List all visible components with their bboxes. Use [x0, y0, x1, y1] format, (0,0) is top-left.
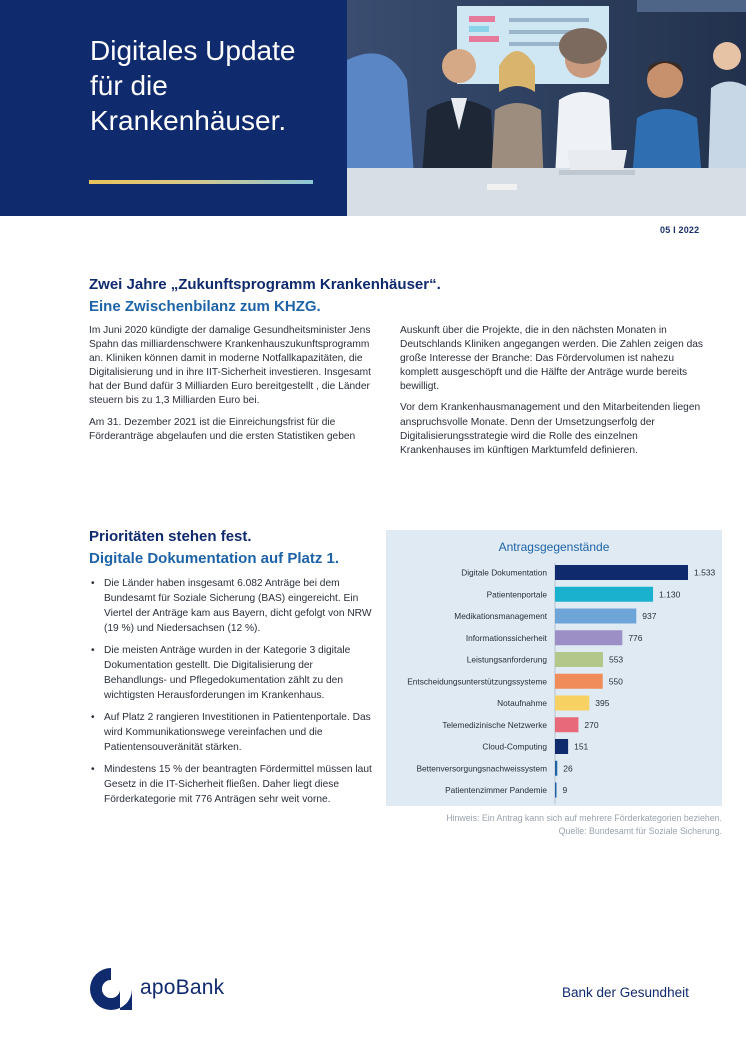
- list-item: • Auf Platz 2 rangieren Investitionen in Patientenportale. Das wird Kommunikationswege vereinfachen und die Patientensouveränität stärken.: [89, 710, 377, 755]
- value-label: 1.130: [659, 589, 681, 600]
- chart-note: [386, 812, 722, 837]
- value-label: 395: [595, 698, 610, 708]
- paragraph: Vor dem Krankenhausmanagement und den Mitarbeitenden liegen anspruchsvolle Monate. Denn der Umsetzungserfolg der Digitalisierungsstrategie wird die Rolle des einzelnen Krankenhauses im künftigen Marktumfeld definieren.: [400, 402, 701, 456]
- category-label: Digitale Dokumentation: [461, 567, 547, 578]
- category-label: Leistungsanforderung: [466, 654, 547, 665]
- bar: [555, 565, 688, 580]
- category-label: Notaufnahme: [497, 698, 547, 708]
- value-label: 270: [584, 719, 599, 730]
- list-item: • Mindestens 15 % der beantragten Fördermittel müssen laut Gesetz in die IT-Sicherheit fließen. Daher liegt diese Förderkategorie mit 776 Anträgen sehr weit vorne.: [89, 762, 377, 807]
- value-label: 151: [574, 741, 589, 752]
- page-title: Digitales Update für die Krankenhäuser.: [90, 35, 296, 136]
- section1-column-left: [89, 324, 385, 451]
- bar: [555, 696, 589, 711]
- category-label: Telemedizinische Netzwerke: [442, 719, 547, 730]
- paragraph: Im Juni 2020 kündigte der damalige Gesundheitsminister Jens Spahn das milliardenschwere Krankenhauszukunftsprogramm an. Kliniken können damit in moderne Notfallkapazitäten, die Digitalisierung und in ihre IIT-Sicherheit investieren. Insgesamt hat der Bund dafür 3 Milliarden Euro bereitgestellt , die Länder steuern bis zu 1,3 Milliarden Euro bei.: [89, 325, 371, 407]
- bar: [555, 674, 603, 689]
- list-item: • Die meisten Anträge wurden in der Kategorie 3 digitale Dokumentation gestellt. Die Digitalisierung der Behandlungs- und Pflegedokumentation zählt zu den wichtigsten Herausforderungen im Krankenhaus.: [89, 643, 377, 703]
- value-label: 1.533: [694, 567, 716, 578]
- paragraph: Auskunft über die Projekte, die in den nächsten Monaten in Deutschlands Kliniken angegangen werden. Die Zahlen zeigen das große Interesse der Branche: Das Fördervolumen ist nahezu komplett ausgeschöpft und die Hälfte der Anträge wurde bereits bewilligt.: [400, 325, 703, 393]
- bar: [555, 652, 603, 667]
- apobank-logo-icon: [88, 966, 134, 1012]
- section2-heading: Prioritäten stehen fest.: [89, 528, 252, 545]
- category-label: Medikationsmanagement: [454, 611, 547, 621]
- category-label: Patientenportale: [486, 589, 547, 600]
- section1-heading: Zwei Jahre „Zukunftsprogramm Krankenhäuser“.: [89, 276, 441, 293]
- category-label: Cloud-Computing: [482, 741, 547, 752]
- meeting-photo-illustration: [347, 0, 746, 216]
- tagline: Bank der Gesundheit: [562, 985, 689, 1000]
- hero-band: [0, 0, 746, 216]
- category-label: Entscheidungsunterstützungssysteme: [407, 676, 547, 687]
- issue-number: 05 I 2022: [660, 225, 700, 235]
- logo-text: apoBank: [140, 976, 225, 999]
- value-label: 776: [628, 632, 643, 643]
- bar: [555, 717, 578, 732]
- value-label: 553: [608, 654, 624, 665]
- chart-container: [386, 530, 722, 806]
- paragraph: Am 31. Dezember 2021 ist die Einreichungsfrist für die Förderanträge abgelaufen und die ersten Statistiken geben: [89, 416, 356, 442]
- bar: [555, 761, 557, 776]
- bar: [555, 587, 653, 602]
- hero-photo: [347, 0, 746, 216]
- bar: [555, 630, 622, 645]
- chart-note-source: Quelle: Bundesamt für Soziale Sicherung.: [558, 825, 722, 836]
- hero-title-box: [0, 0, 347, 216]
- category-label: Patientenzimmer Pandemie: [445, 785, 547, 795]
- list-item: • Die Länder haben insgesamt 6.082 Anträge bei dem Bundesamt für Soziale Sicherung (BAS) eingereicht. Ein Viertel der Anträge kam aus Bayern, dicht gefolgt von NRW (19 %) und Niedersachsen (12 %).: [89, 576, 377, 636]
- bar: [555, 739, 568, 754]
- value-label: 937: [642, 611, 657, 621]
- chart-title: Antragsgegenstände: [498, 540, 610, 554]
- category-label: Informationssicherheit: [465, 632, 547, 643]
- section1-column-right: [400, 324, 710, 465]
- apobank-logo: [88, 966, 238, 1012]
- hero-accent-line: [89, 180, 313, 184]
- value-label: 26: [563, 763, 573, 774]
- bullet-list: [89, 576, 377, 814]
- bar: [555, 609, 636, 624]
- value-label: 550: [608, 676, 623, 687]
- bar-chart: [386, 530, 722, 806]
- section1-subheading: Eine Zwischenbilanz zum KHZG.: [89, 298, 321, 315]
- section2-subheading: Digitale Dokumentation auf Platz 1.: [89, 550, 340, 567]
- category-label: Bettenversorgungsnachweissystem: [416, 763, 547, 774]
- bar: [555, 783, 557, 798]
- value-label: 9: [562, 785, 568, 795]
- chart-note-hint: Hinweis: Ein Antrag kann sich auf mehrere Förderkategorien beziehen.: [446, 813, 722, 823]
